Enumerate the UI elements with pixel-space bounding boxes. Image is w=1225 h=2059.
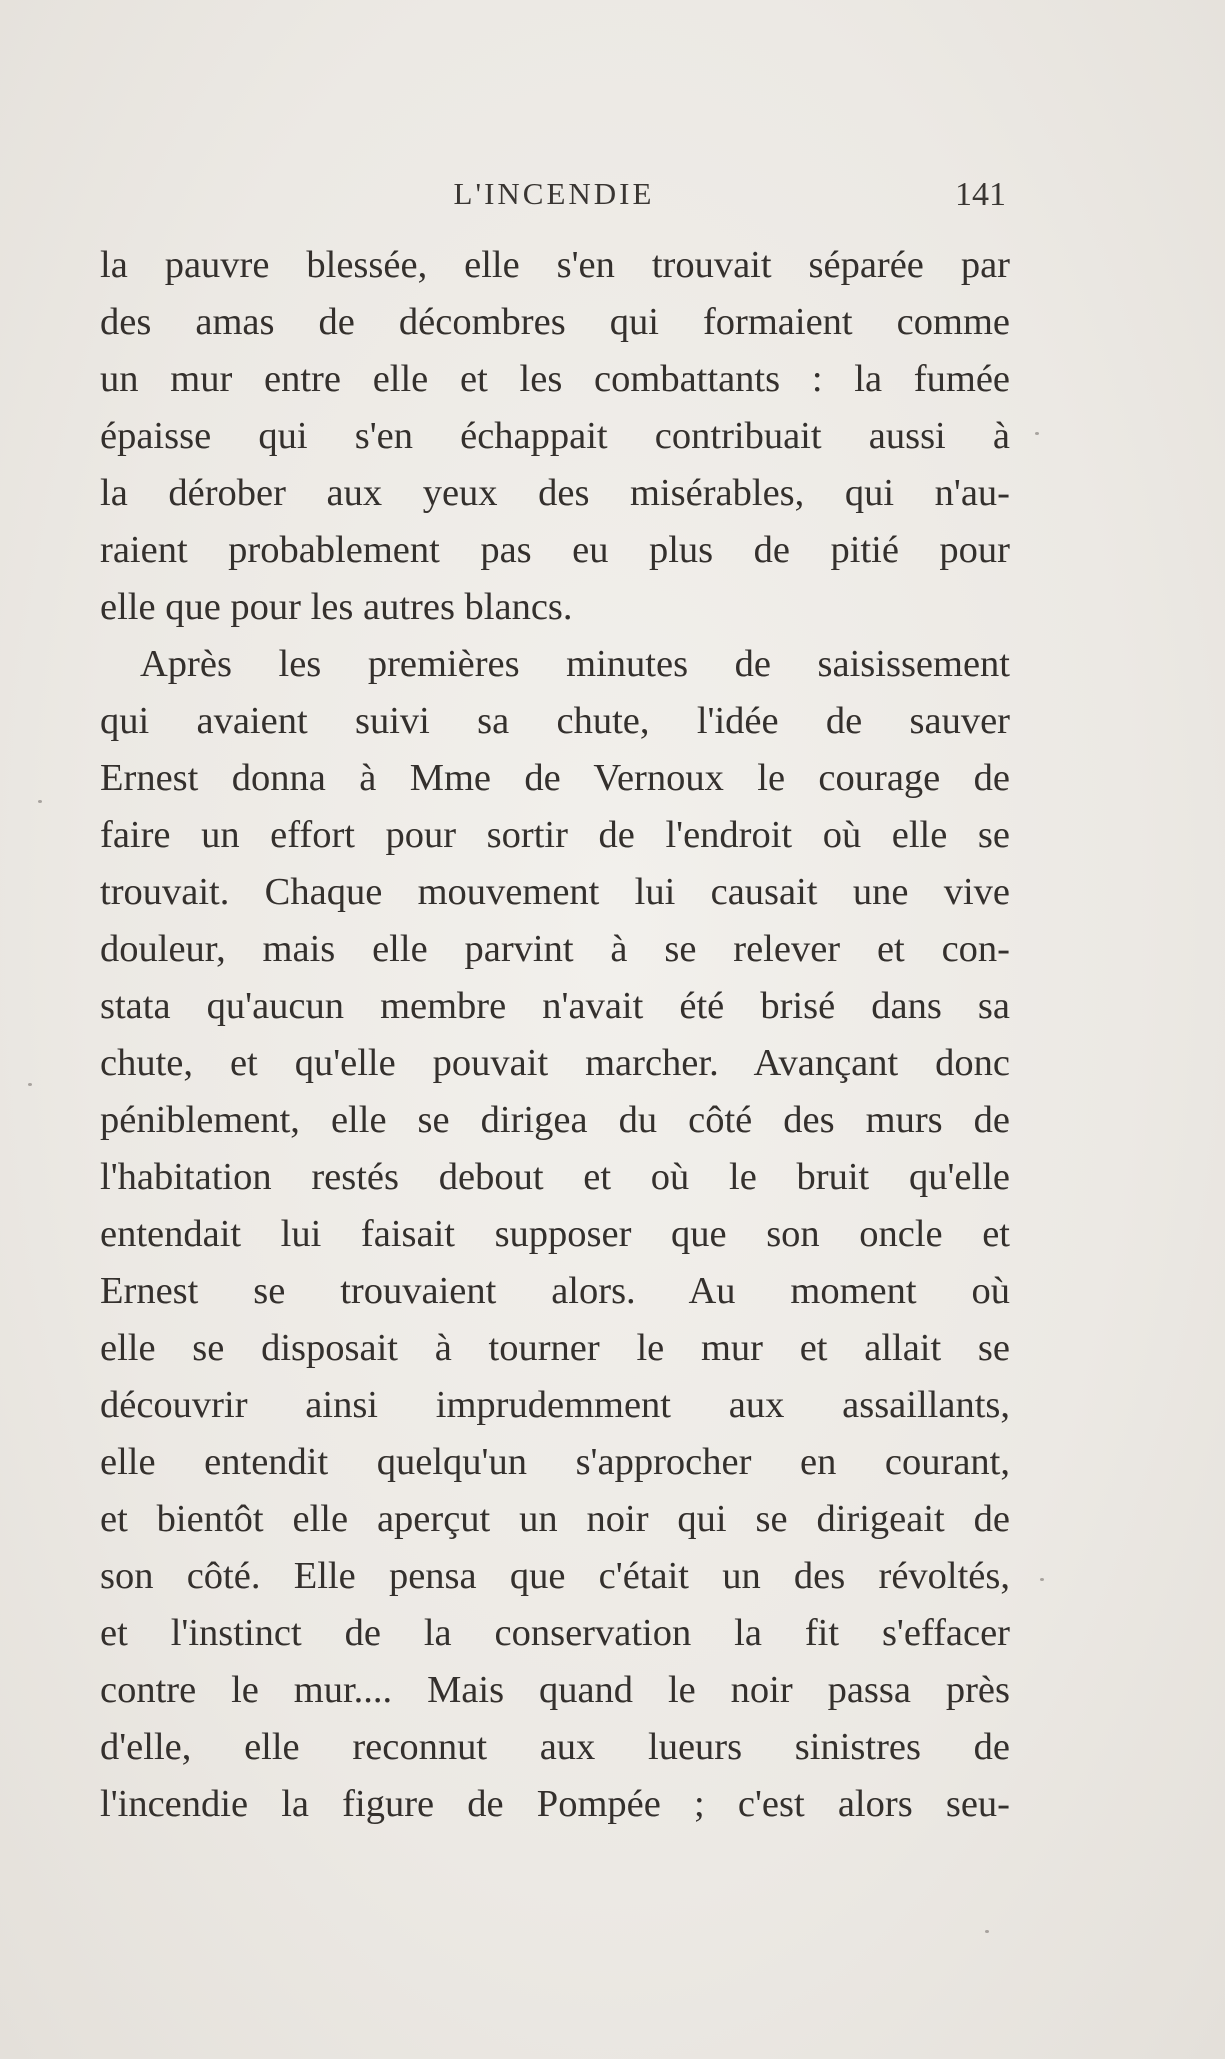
text-line: chute, et qu'elle pouvait marcher. Avançant donc — [100, 1042, 1010, 1084]
text-line: découvrir ainsi imprudemment aux assaillants, — [100, 1384, 1010, 1426]
text-line: l'incendie la figure de Pompée ; c'est alors seu- — [100, 1783, 1010, 1825]
running-title: L'INCENDIE — [453, 176, 655, 211]
text-line: entendait lui faisait supposer que son oncle et — [100, 1213, 1010, 1255]
text-line: elle se disposait à tourner le mur et allait se — [100, 1327, 1010, 1369]
text-line: elle entendit quelqu'un s'approcher en courant, — [100, 1441, 1010, 1483]
paper-speck — [28, 1083, 32, 1086]
page-header — [102, 176, 1006, 224]
text-line: la dérober aux yeux des misérables, qui n'au- — [100, 472, 1010, 514]
text-line: Ernest se trouvaient alors. Au moment où — [100, 1270, 1010, 1312]
text-line: des amas de décombres qui formaient comme — [100, 301, 1010, 343]
text-line: stata qu'aucun membre n'avait été brisé dans sa — [100, 985, 1010, 1027]
text-line: l'habitation restés debout et où le bruit qu'elle — [100, 1156, 1010, 1198]
paper-speck — [1035, 432, 1039, 435]
text-line: Après les premières minutes de saisissement — [140, 643, 1010, 685]
text-line: qui avaient suivi sa chute, l'idée de sauver — [100, 700, 1010, 742]
text-line: faire un effort pour sortir de l'endroit où elle se — [100, 814, 1010, 856]
text-line: trouvait. Chaque mouvement lui causait une vive — [100, 871, 1010, 913]
text-line: péniblement, elle se dirigea du côté des murs de — [100, 1099, 1010, 1141]
text-line: son côté. Elle pensa que c'était un des révoltés, — [100, 1555, 1010, 1597]
paper-speck — [985, 1930, 989, 1933]
text-line: raient probablement pas eu plus de pitié pour — [100, 529, 1010, 571]
page-number: 141 — [955, 176, 1006, 213]
text-line: elle que pour les autres blancs. — [100, 586, 573, 628]
text-line: contre le mur.... Mais quand le noir passa près — [100, 1669, 1010, 1711]
paper-speck — [1040, 1578, 1044, 1581]
text-line: un mur entre elle et les combattants : la fumée — [100, 358, 1010, 400]
text-line: Ernest donna à Mme de Vernoux le courage de — [100, 757, 1010, 799]
text-line: et bientôt elle aperçut un noir qui se dirigeait de — [100, 1498, 1010, 1540]
text-line: la pauvre blessée, elle s'en trouvait séparée par — [100, 244, 1010, 286]
text-line: et l'instinct de la conservation la fit s'effacer — [100, 1612, 1010, 1654]
paper-speck — [38, 800, 42, 803]
text-line: épaisse qui s'en échappait contribuait aussi à — [100, 415, 1010, 457]
text-line: douleur, mais elle parvint à se relever et con- — [100, 928, 1010, 970]
body-text — [100, 237, 1010, 1833]
text-line: d'elle, elle reconnut aux lueurs sinistres de — [100, 1726, 1010, 1768]
